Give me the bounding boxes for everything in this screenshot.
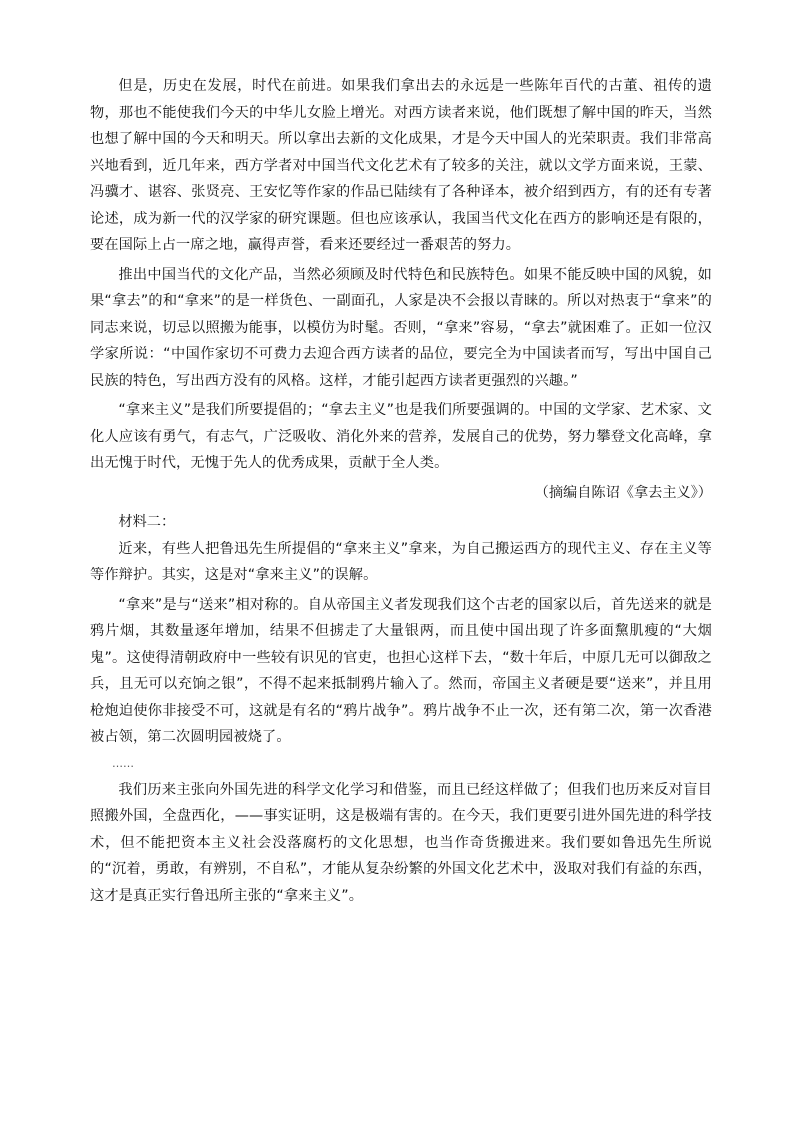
paragraph-contemporary-products: 推出中国当代的文化产品，当然必须顾及时代特色和民族特色。如果不能反映中国的风貌，如果“拿去”的和“拿来”的是一样货色、一副面孔，人家是决不会报以青睐的。所以对热衷于“拿来”的同志来说，切忌以照搬为能事，以模仿为时髦。否则，“拿来”容易，“拿去”就困难了。正如一位汉学家所说：“中国作家切不可费力去迎合西方读者的品位，要完全为中国读者而写，写出中国自己民族的特色，写出西方没有的风格。这样，才能引起西方读者更强烈的兴趣。” <box>90 266 712 389</box>
material-two-label: 材料二： <box>118 514 176 530</box>
source-citation: （摘编自陈诏《拿去主义》） <box>534 484 712 501</box>
ellipsis-omission: …… <box>112 756 134 770</box>
paragraph-misunderstanding: 近来，有些人把鲁迅先生所提倡的“拿来主义”拿来，为自己搬运西方的现代主义、存在主义等等作辩护。其实，这是对“拿来主义”的误解。 <box>90 540 712 583</box>
paragraph-nalai-naqu: “拿来主义”是我们所要提倡的；“拿去主义”也是我们所要强调的。中国的文学家、艺术家、文化人应该有勇气，有志气，广泛吸收、消化外来的营养，发展自己的优势，努力攀登文化高峰，拿出无愧于时代，无愧于先人的优秀成果，贡献于全人类。 <box>90 402 712 471</box>
paragraph-opium: “拿来”是与“送来”相对称的。自从帝国主义者发现我们这个古老的国家以后，首先送来的就是鸦片烟，其数量逐年增加，结果不但掳走了大量银两，而且使中国出现了许多面黧肌瘦的“大烟鬼”。这使得清朝政府中一些较有识见的官吏，也担心这样下去，“数十年后，中原几无可以御敌之兵，且无可以充饷之银”，不得不起来抵制鸦片输入了。然而，帝国主义者硬是要“送来”，并且用枪炮迫使你非接受不可，这就是有名的“鸦片战争”。鸦片战争不止一次，还有第二次，第一次香港被占领，第二次圆明园被烧了。 <box>90 596 712 745</box>
paragraph-history: 但是，历史在发展，时代在前进。如果我们拿出去的永远是一些陈年百代的古董、祖传的遗物，那也不能使我们今天的中华儿女脸上增光。对西方读者来说，他们既想了解中国的昨天，当然也想了解中国的今天和明天。所以拿出去新的文化成果，才是今天中国人的光荣职责。我们非常高兴地看到，近几年来，西方学者对中国当代文化艺术有了较多的关注，就以文学方面来说，王蒙、冯骥才、谌容、张贤亮、王安忆等作家的作品已陆续有了各种译本，被介绍到西方，有的还有专著论述，成为新一代的汉学家的研究课题。但也应该承认，我国当代文化在西方的影响还是有限的，要在国际上占一席之地，赢得声誉，看来还要经过一番艰苦的努力。 <box>90 78 712 253</box>
paragraph-learning-abroad: 我们历来主张向外国先进的科学文化学习和借鉴，而且已经这样做了；但我们也历来反对盲目照搬外国，全盘西化，——事实证明，这是极端有害的。在今天，我们更要引进外国先进的科学技术，但不能把资本主义社会没落腐朽的文化思想，也当作奇货搬进来。我们要如鲁迅先生所说的“沉着，勇敢，有辨别，不自私”，才能从复杂纷繁的外国文化艺术中，汲取对我们有益的东西，这才是真正实行鲁迅所主张的“拿来主义”。 <box>90 781 712 904</box>
document-page <box>90 73 712 909</box>
